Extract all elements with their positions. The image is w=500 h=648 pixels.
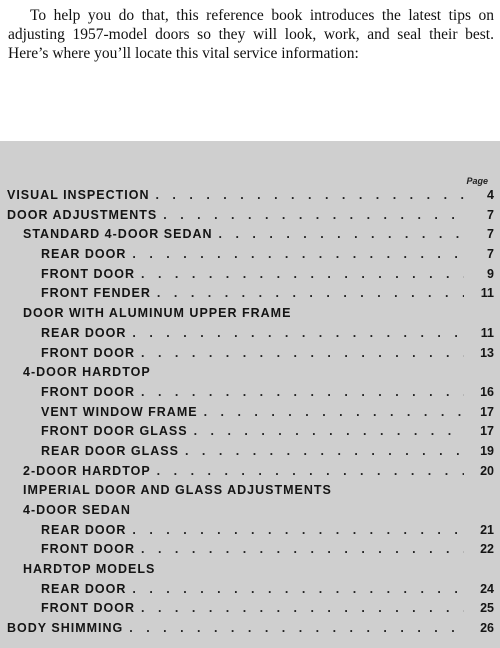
toc-section-hardtop-models	[0, 562, 500, 582]
toc-section-4-door-hardtop	[0, 365, 500, 385]
intro-paragraph: To help you do that, this reference book introduces the latest tips on adjusting 1957-model doors so they will look, work, and seal their best. Here’s where you’ll locate this vital service information:	[8, 7, 494, 62]
toc-entry-page: 7	[487, 207, 494, 222]
toc-entry-label: FRONT DOOR GLASS	[41, 424, 188, 439]
toc-entry-label: 2-DOOR HARDTOP	[23, 463, 151, 478]
toc-entry-label: FRONT DOOR	[41, 601, 136, 616]
toc-entry-label: VENT WINDOW FRAME	[41, 404, 198, 419]
toc-entry-label: REAR DOOR GLASS	[41, 443, 179, 458]
dot-leader	[185, 444, 464, 458]
toc-entry-page: 11	[480, 286, 494, 301]
toc-entry-label: BODY SHIMMING	[7, 621, 124, 636]
toc-entry-label: REAR DOOR	[41, 325, 127, 340]
dot-leader	[204, 405, 464, 419]
toc-entry-rear-door-glass	[0, 444, 500, 464]
toc-entry-front-door	[0, 346, 500, 366]
toc-entry-label: 4-DOOR HARDTOP	[23, 365, 151, 380]
dot-leader	[132, 326, 464, 340]
toc-entry-label: DOOR ADJUSTMENTS	[7, 207, 158, 222]
toc-entry-page: 11	[480, 325, 494, 340]
toc-entry-label: REAR DOOR	[41, 247, 127, 262]
toc-entry-page: 20	[480, 463, 494, 478]
toc-entry-page: 19	[480, 443, 494, 458]
toc-entry-label: HARDTOP MODELS	[23, 562, 156, 577]
toc-entry-label: FRONT DOOR	[41, 345, 136, 360]
dot-leader	[194, 424, 464, 438]
toc-entry-label: FRONT DOOR	[41, 384, 136, 399]
toc-entry-door-adjustments	[0, 208, 500, 228]
toc-entry-page: 22	[480, 542, 494, 557]
dot-leader	[219, 227, 464, 241]
toc-entry-label: FRONT DOOR	[41, 266, 136, 281]
toc-entry-page: 24	[480, 581, 494, 596]
toc-entry-rear-door	[0, 326, 500, 346]
dot-leader	[141, 601, 464, 615]
toc-entry-page: 4	[487, 188, 494, 202]
toc-entry-front-door	[0, 601, 500, 621]
dot-leader	[141, 542, 464, 556]
dot-leader	[129, 621, 464, 635]
dot-leader	[141, 385, 464, 399]
toc-entry-page: 7	[487, 227, 494, 242]
toc-entry-visual-inspection	[0, 188, 500, 208]
dot-leader	[132, 582, 464, 596]
toc-entry-label: REAR DOOR	[41, 522, 127, 537]
page-column-header: Page	[466, 176, 488, 186]
table-of-contents	[0, 141, 500, 648]
toc-entry-label: VISUAL INSPECTION	[7, 188, 150, 202]
dot-leader	[141, 267, 464, 281]
dot-leader	[132, 523, 464, 537]
toc-section-4-door-sedan	[0, 503, 500, 523]
toc-entry-label: FRONT DOOR	[41, 542, 136, 557]
toc-entry-label: IMPERIAL DOOR AND GLASS ADJUSTMENTS	[23, 483, 332, 498]
toc-entry-label: REAR DOOR	[41, 581, 127, 596]
toc-entry-page: 26	[480, 621, 494, 636]
toc-entry-label: 4-DOOR SEDAN	[23, 503, 131, 517]
toc-section-imperial-door-and-glass-adjustments	[0, 483, 500, 503]
dot-leader	[132, 247, 464, 261]
toc-entry-page: 9	[487, 266, 494, 281]
toc-entry-page: 25	[480, 601, 494, 616]
toc-entry-page: 17	[480, 424, 494, 439]
dot-leader	[155, 188, 464, 202]
toc-entry-standard-4-door-sedan	[0, 227, 500, 247]
toc-entry-front-fender	[0, 286, 500, 306]
toc-entry-rear-door	[0, 523, 500, 543]
toc-entry-page: 13	[480, 345, 494, 360]
dot-leader	[157, 464, 464, 478]
toc-entry-page: 7	[487, 247, 494, 262]
toc-list	[0, 188, 500, 641]
toc-entry-page: 17	[480, 404, 494, 419]
toc-entry-rear-door	[0, 247, 500, 267]
toc-entry-page: 21	[480, 522, 494, 537]
toc-entry-front-door	[0, 385, 500, 405]
dot-leader	[141, 346, 464, 360]
toc-entry-rear-door	[0, 582, 500, 602]
toc-entry-label: DOOR WITH ALUMINUM UPPER FRAME	[23, 306, 292, 321]
toc-entry-vent-window-frame	[0, 405, 500, 425]
toc-section-door-with-aluminum-upper-frame	[0, 306, 500, 326]
toc-entry-label: FRONT FENDER	[41, 286, 151, 301]
toc-entry-body-shimming	[0, 621, 500, 641]
toc-entry-front-door-glass	[0, 424, 500, 444]
toc-entry-label: STANDARD 4-DOOR SEDAN	[23, 227, 213, 242]
dot-leader	[163, 208, 464, 222]
toc-entry-front-door	[0, 267, 500, 287]
dot-leader	[157, 286, 464, 300]
toc-entry-page: 16	[480, 384, 494, 399]
toc-entry-front-door	[0, 542, 500, 562]
toc-entry-2-door-hardtop	[0, 464, 500, 484]
